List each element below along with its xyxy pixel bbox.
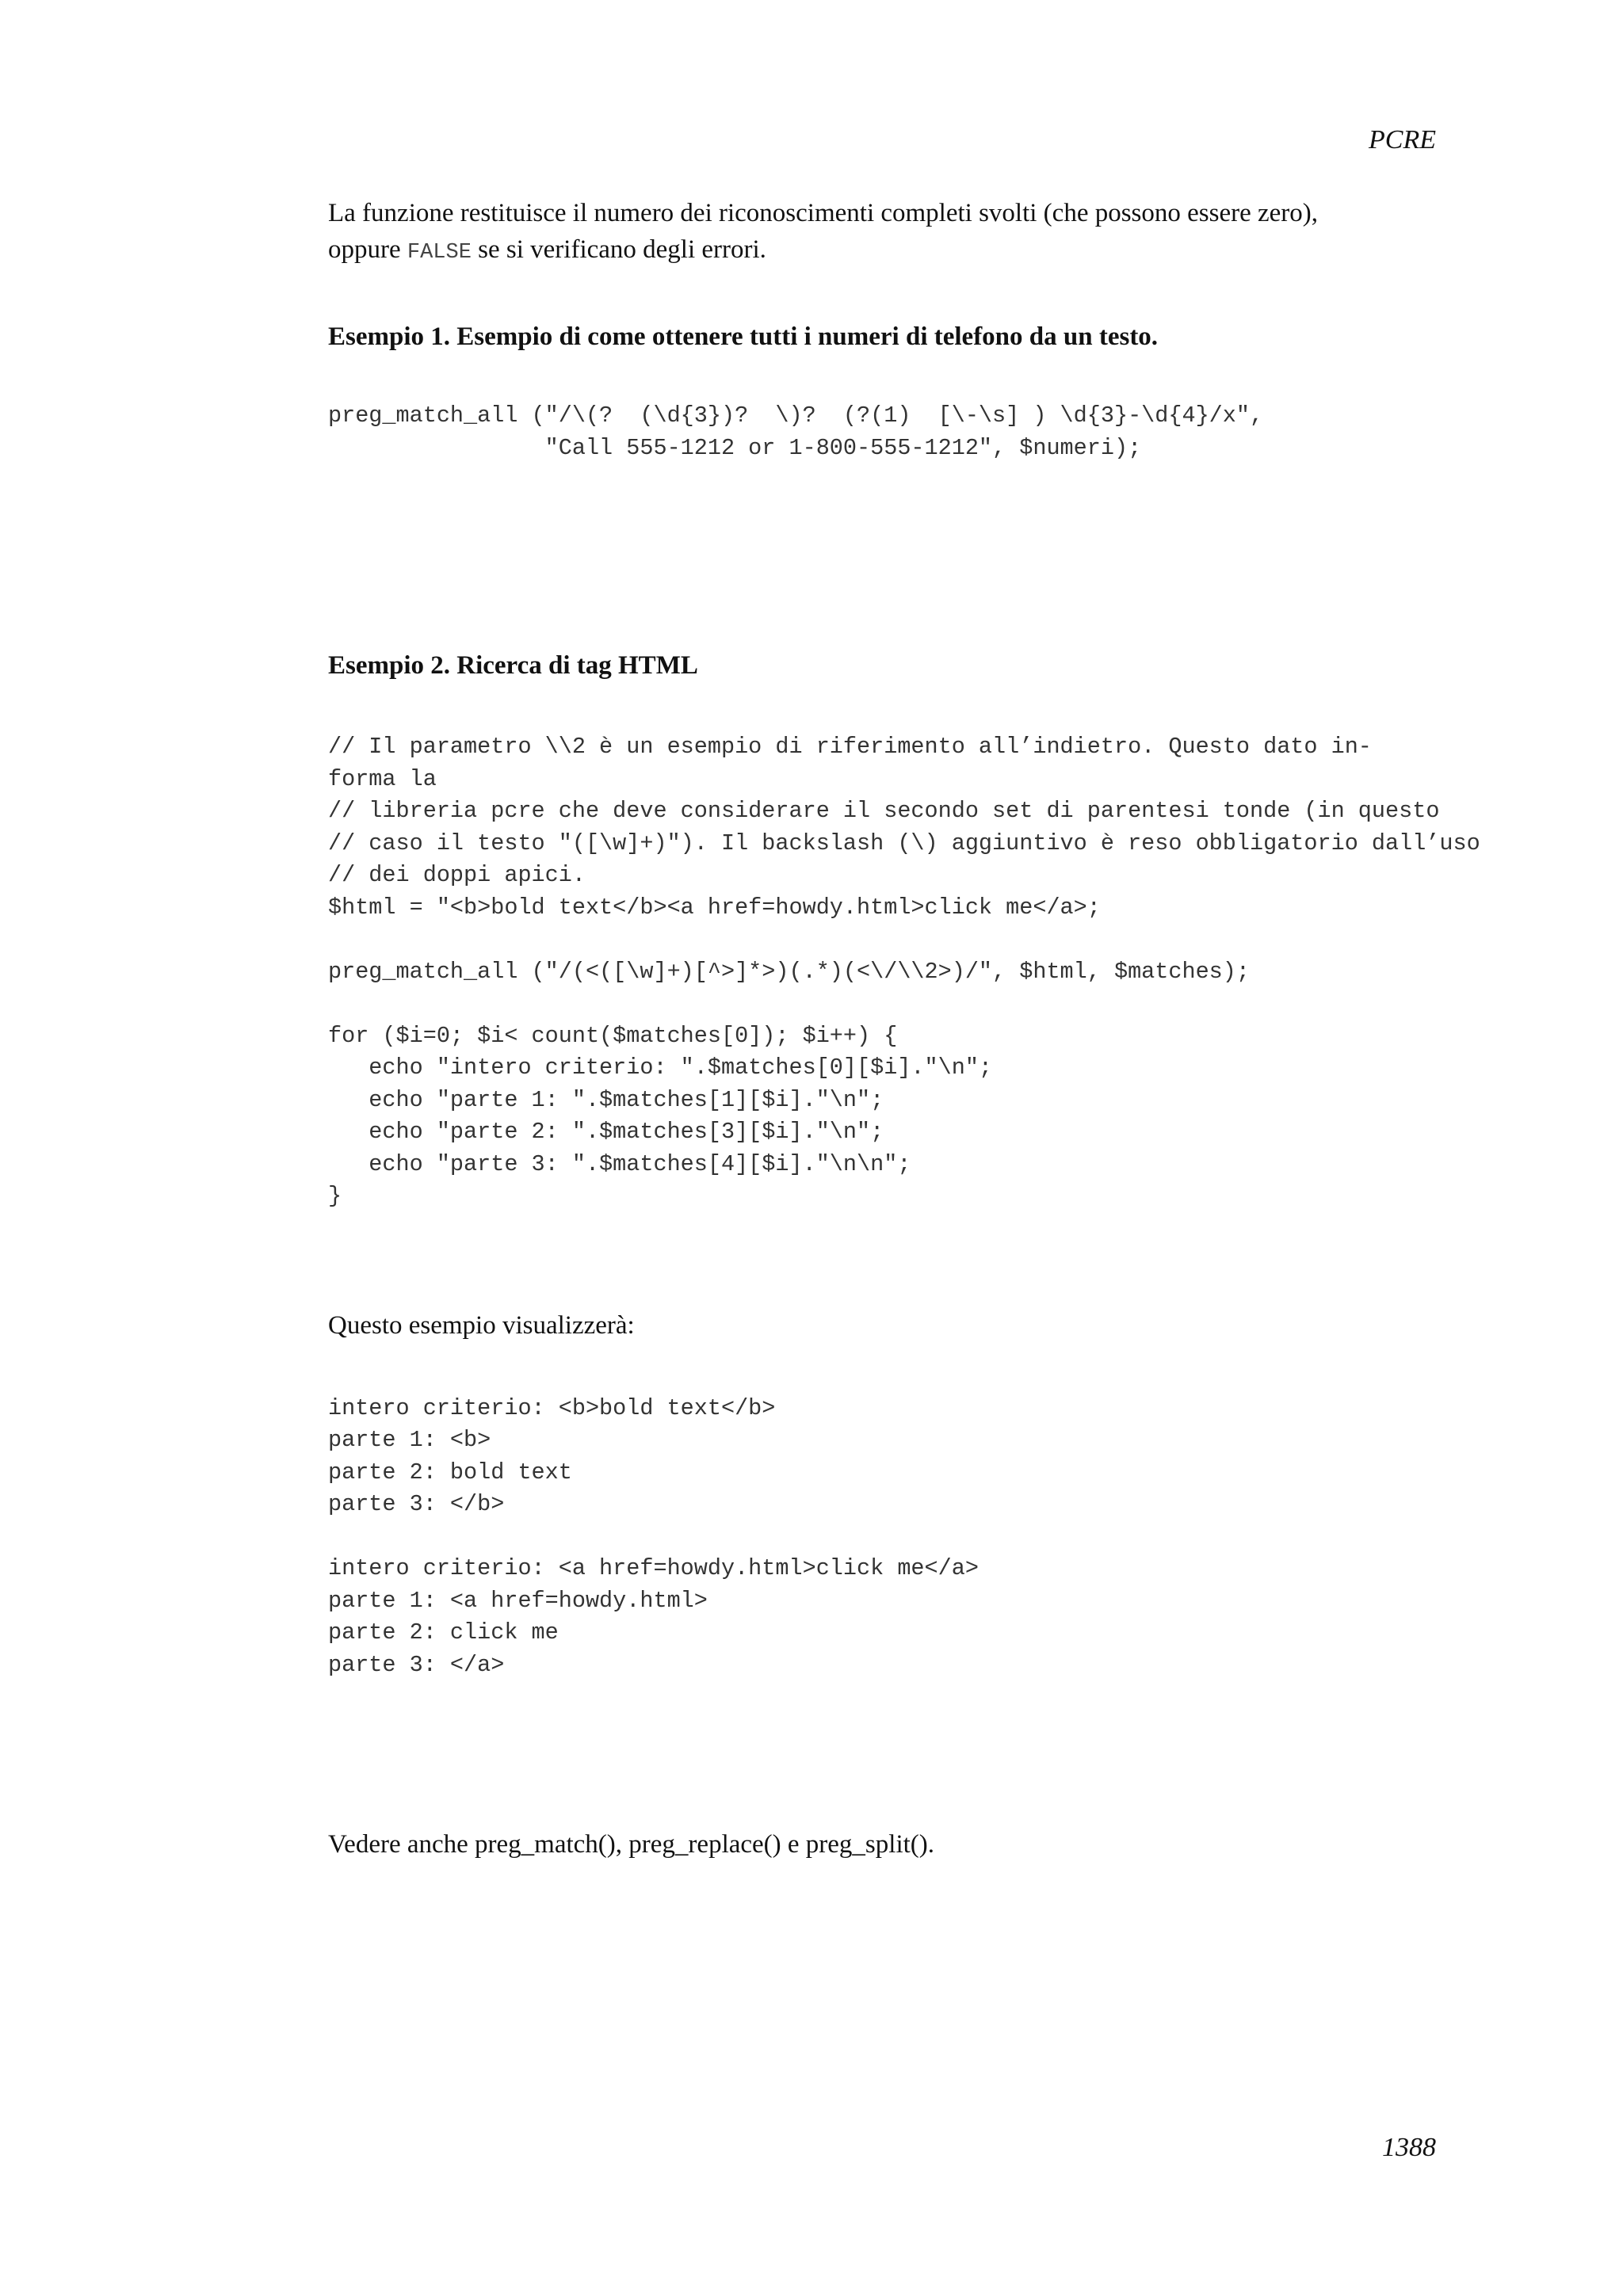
code-line: echo "parte 3: ".$matches[4][$i]."\n\n"; xyxy=(328,1150,911,1177)
example-output xyxy=(328,1393,1596,1682)
example-1-title: Esempio 1. Esempio di come ottenere tutti i numeri di telefono da un testo. xyxy=(328,322,1159,351)
example-1-code xyxy=(328,400,1596,464)
code-line: parte 2: bold text xyxy=(328,1459,572,1486)
code-line xyxy=(328,1521,1596,1554)
code-line: echo "parte 1: ".$matches[1][$i]."\n"; xyxy=(328,1086,884,1113)
intro-line-2-end: se si verificano degli errori. xyxy=(478,235,766,264)
code-line: forma la xyxy=(328,765,437,792)
code-line: for ($i=0; $i< count($matches[0]); $i++) { xyxy=(328,1022,898,1049)
code-line xyxy=(328,988,1596,1020)
code-line: preg_match_all ("/\(? (\d{3})? \)? (?(1) [\-\s] ) \d{3}-\d{4}/x", xyxy=(328,402,1264,429)
code-line: parte 1: <a href=howdy.html> xyxy=(328,1587,708,1614)
intro-paragraph xyxy=(328,195,1596,271)
code-line: parte 3: </a> xyxy=(328,1651,505,1678)
code-line: parte 3: </b> xyxy=(328,1491,505,1517)
output-intro: Questo esempio visualizzerà: xyxy=(328,1310,635,1340)
running-header: PCRE xyxy=(1369,125,1436,154)
code-line: // Il parametro \\2 è un esempio di riferimento all’indietro. Questo dato in- xyxy=(328,734,1372,760)
example-2-code xyxy=(328,731,1596,1213)
code-line: // dei doppi apici. xyxy=(328,862,586,888)
code-line: parte 2: click me xyxy=(328,1619,559,1646)
code-line: preg_match_all ("/(<([\w]+)[^>]*>)(.*)(<\/\\2>)/", $html, $matches); xyxy=(328,958,1250,985)
page-content xyxy=(328,195,1596,1863)
code-line: // libreria pcre che deve considerare il secondo set di parentesi tonde (in questo xyxy=(328,798,1440,824)
false-keyword: FALSE xyxy=(407,241,472,265)
code-line: } xyxy=(328,1183,342,1209)
page-number: 1388 xyxy=(1382,2133,1436,2162)
code-line: "Call 555-1212 or 1-800-555-1212", $numeri); xyxy=(328,434,1142,461)
example-2-title: Esempio 2. Ricerca di tag HTML xyxy=(328,651,698,680)
code-line: $html = "<b>bold text</b><a href=howdy.html>click me</a>; xyxy=(328,894,1101,921)
intro-line-2-start: oppure xyxy=(328,235,401,264)
code-line: // caso il testo "([\w]+)"). Il backslash (\) aggiuntivo è reso obbligatorio dall’uso xyxy=(328,830,1480,856)
code-line: echo "parte 2: ".$matches[3][$i]."\n"; xyxy=(328,1119,884,1145)
code-line xyxy=(328,924,1596,956)
code-line: intero criterio: <b>bold text</b> xyxy=(328,1394,776,1421)
code-line: echo "intero criterio: ".$matches[0][$i]."\n"; xyxy=(328,1055,993,1081)
see-also: Vedere anche preg_match(), preg_replace() e preg_split(). xyxy=(328,1830,935,1859)
code-line: parte 1: <b> xyxy=(328,1427,491,1453)
intro-line-1: La funzione restituisce il numero dei riconoscimenti completi svolti (che possono essere zero), xyxy=(328,199,1319,227)
code-line: intero criterio: <a href=howdy.html>click me</a> xyxy=(328,1555,979,1581)
